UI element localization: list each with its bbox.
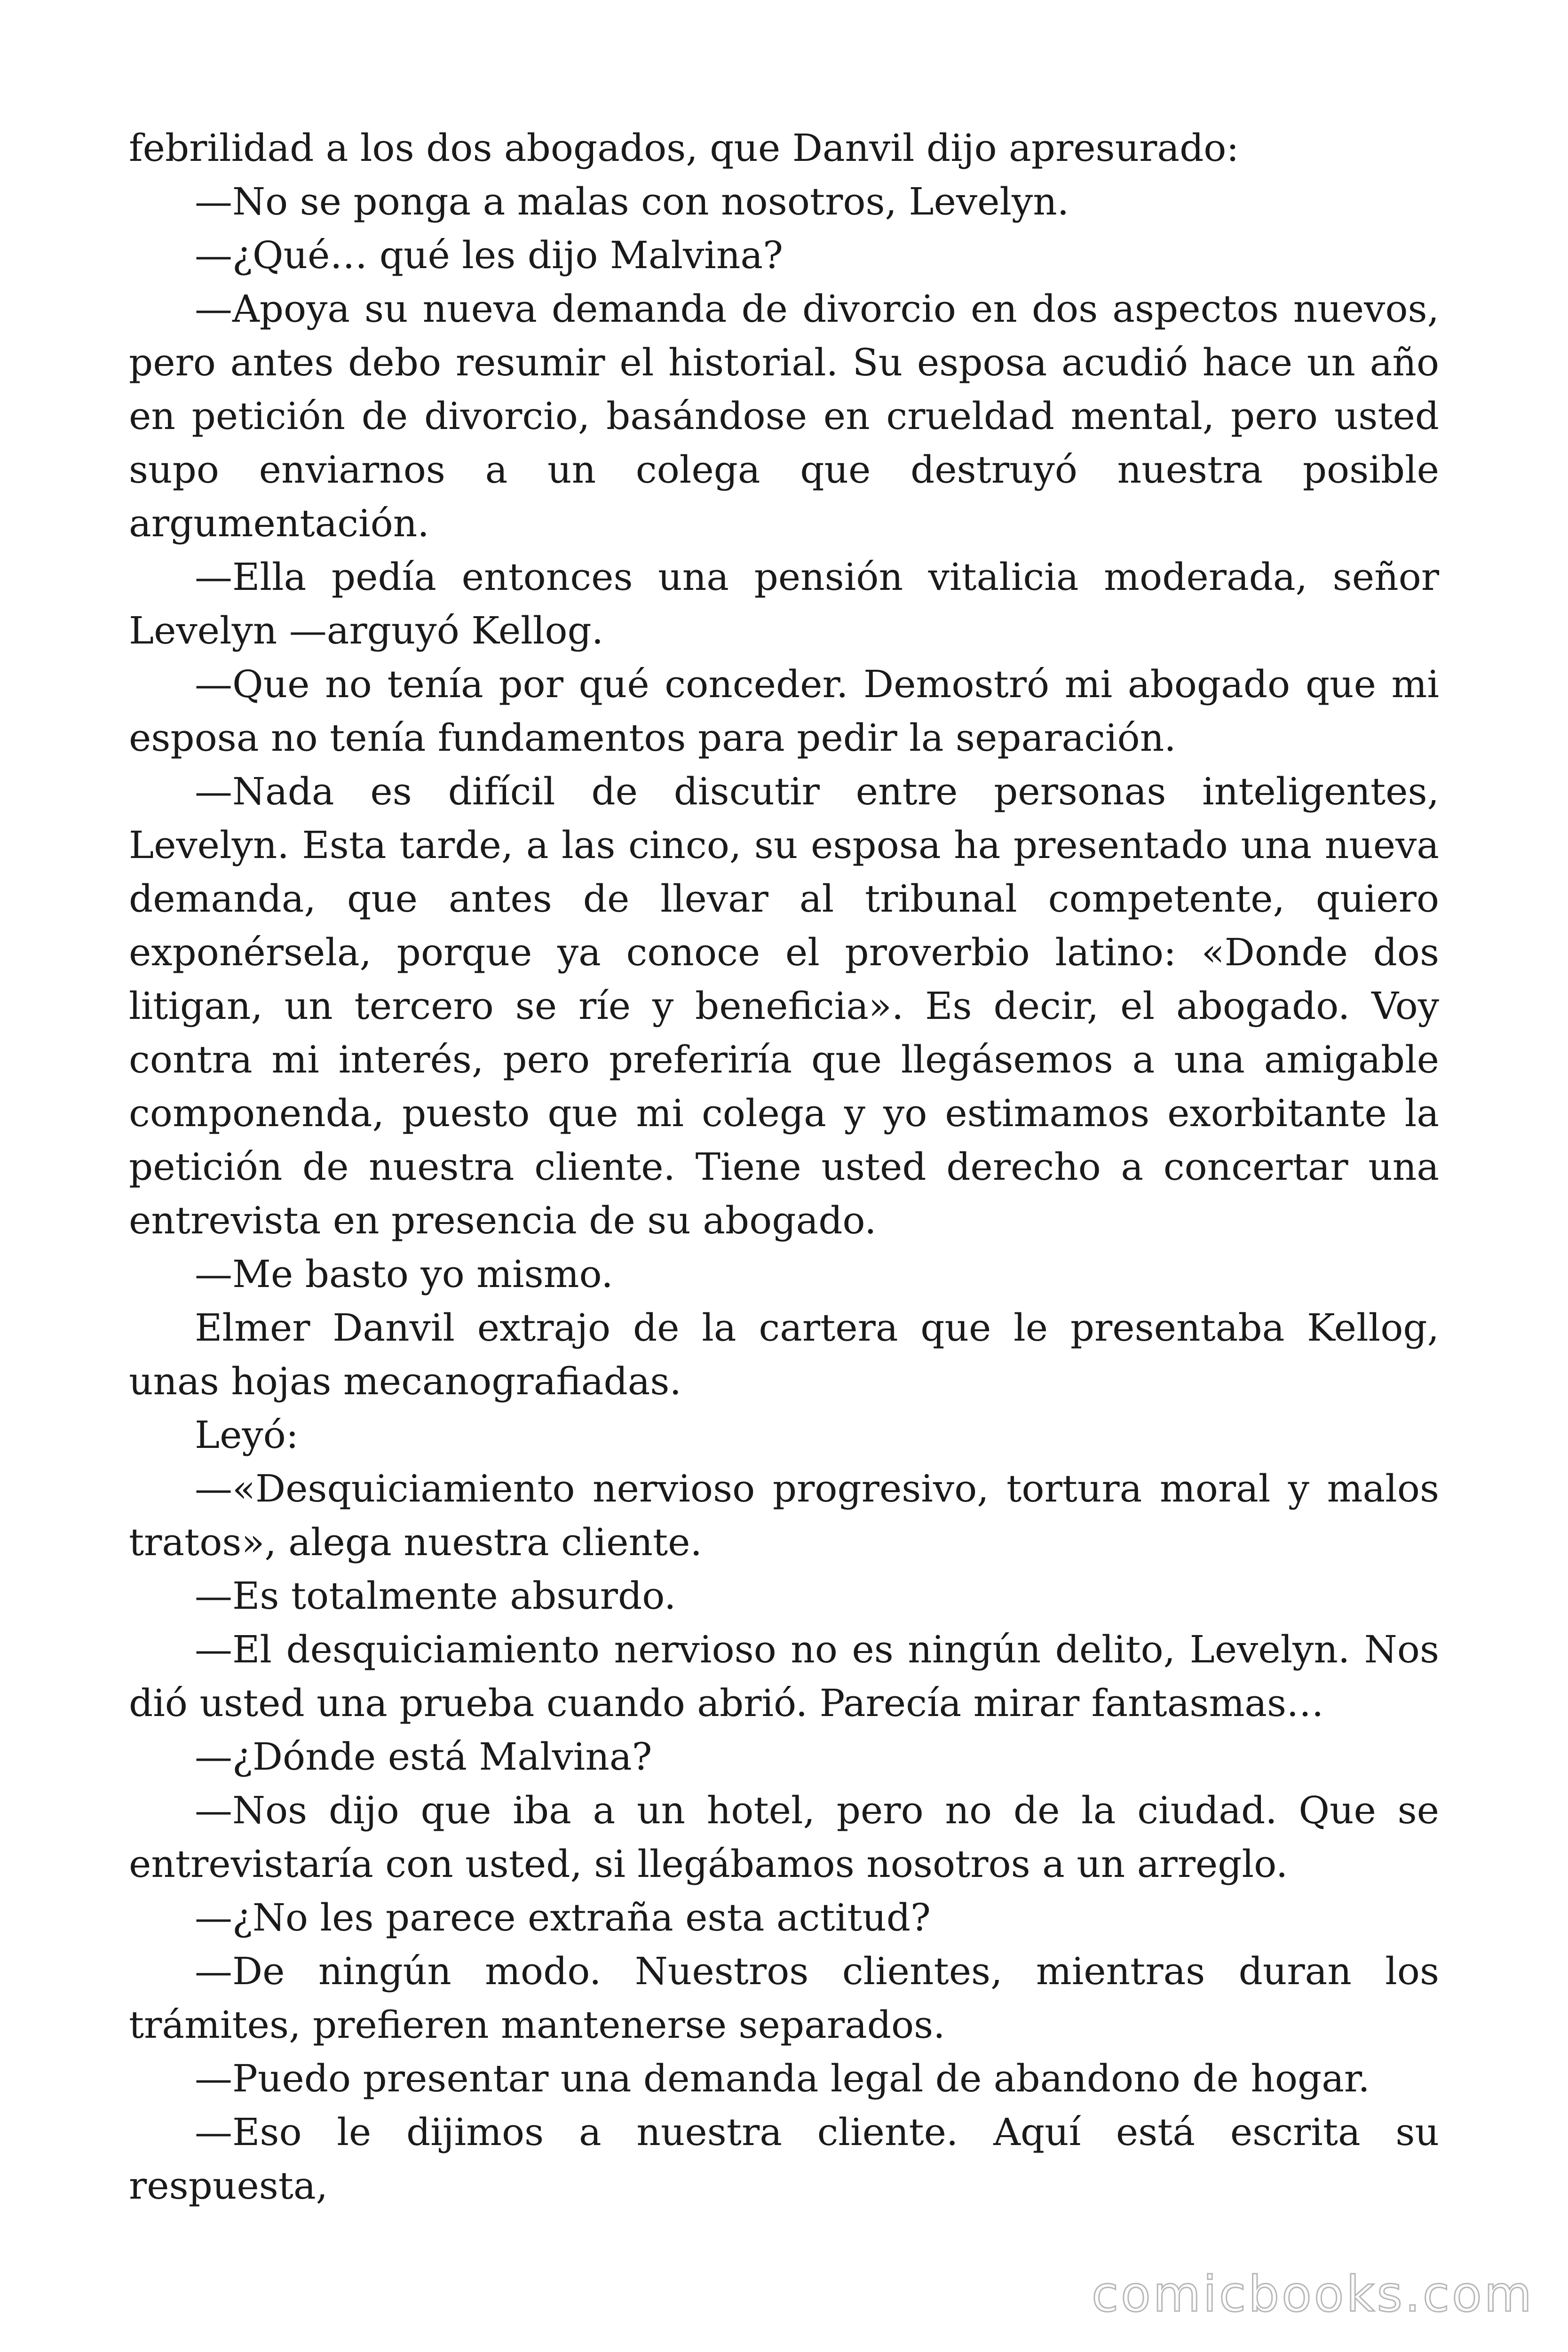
paragraph: —¿Qué… qué les dijo Malvina?	[195, 233, 783, 277]
paragraph: —¿Dónde está Malvina?	[195, 1735, 652, 1779]
paragraph: Leyó:	[195, 1413, 299, 1457]
watermark: comicbooks.com	[1091, 2265, 1534, 2323]
paragraph: Elmer Danvil extrajo de la cartera que le presentaba Kellog, unas hojas mecanografiadas.	[129, 1306, 1439, 1403]
paragraph: —Nada es difícil de discutir entre personas inteligentes, Levelyn. Esta tarde, a las cinco, su esposa ha presentado una nueva demanda, que antes de llevar al tribunal competente, quiero exponérsela, porque ya conoce el proverbio latino: «Donde dos litigan, un tercero se ríe y beneficia». Es decir, el abogado. Voy contra mi interés, pero preferiría que llegásemos a una amigable componenda, puesto que mi colega y yo estimamos exorbitante la petición de nuestra cliente. Tiene usted derecho a concertar una entrevista en presencia de su abogado.	[129, 770, 1439, 1242]
paragraph: —Es totalmente absurdo.	[195, 1574, 676, 1618]
body-text	[129, 121, 1439, 2213]
paragraph: —«Desquiciamiento nervioso progresivo, tortura moral y malos tratos», alega nuestra cliente.	[129, 1467, 1439, 1564]
paragraph: —¿No les parece extraña esta actitud?	[195, 1896, 931, 1939]
paragraph: —Que no tenía por qué conceder. Demostró mi abogado que mi esposa no tenía fundamentos para pedir la separación.	[129, 662, 1439, 760]
paragraph: —Nos dijo que iba a un hotel, pero no de la ciudad. Que se entrevistaría con usted, si llegábamos nosotros a un arreglo.	[129, 1788, 1439, 1886]
paragraph: —Me basto yo mismo.	[195, 1252, 613, 1296]
paragraph: —Puedo presentar una demanda legal de abandono de hogar.	[195, 2057, 1370, 2100]
paragraph: —No se ponga a malas con nosotros, Levelyn.	[195, 180, 1069, 223]
paragraph: febrilidad a los dos abogados, que Danvil dijo apresurado:	[129, 126, 1239, 170]
paragraph: —Eso le dijimos a nuestra cliente. Aquí está escrita su respuesta,	[129, 2110, 1439, 2208]
paragraph: —De ningún modo. Nuestros clientes, mientras duran los trámites, prefieren mantenerse separados.	[129, 1949, 1439, 2047]
paragraph: —Ella pedía entonces una pensión vitalicia moderada, señor Levelyn —arguyó Kellog.	[129, 555, 1439, 652]
paragraph: —El desquiciamiento nervioso no es ningún delito, Levelyn. Nos dió usted una prueba cuando abrió. Parecía mirar fantasmas…	[129, 1628, 1439, 1725]
paragraph: —Apoya su nueva demanda de divorcio en dos aspectos nuevos, pero antes debo resumir el historial. Su esposa acudió hace un año en petición de divorcio, basándose en crueldad mental, pero usted supo enviarnos a un colega que destruyó nuestra posible argumentación.	[129, 287, 1439, 545]
